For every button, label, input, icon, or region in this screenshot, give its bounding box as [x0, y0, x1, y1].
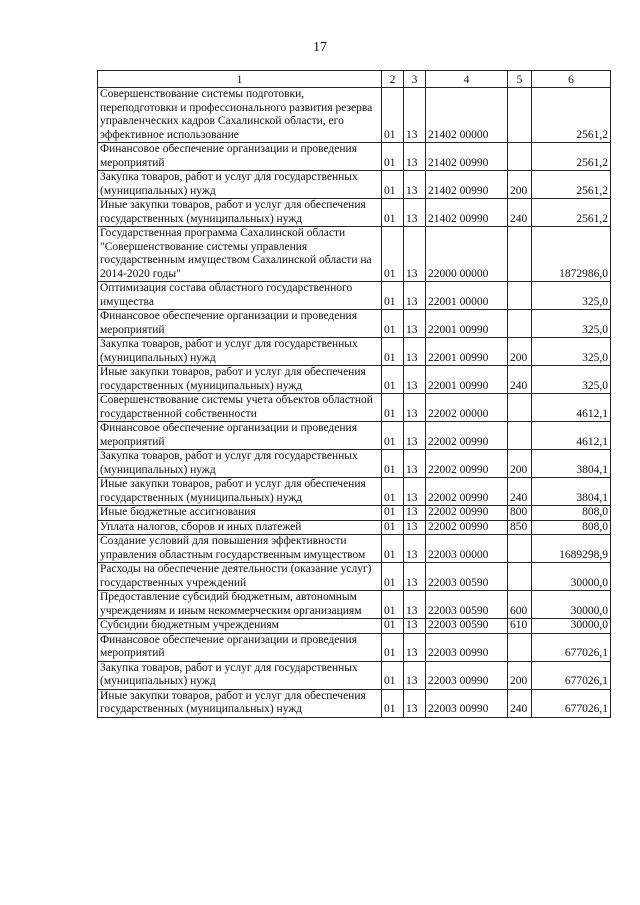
section-code-cell: 01: [382, 88, 404, 143]
section-code-cell: 01: [382, 366, 404, 394]
column-header-6: 6: [532, 71, 611, 88]
expense-type-cell: 200: [508, 450, 532, 478]
row-name-cell: Создание условий для повышения эффективности управления областным государственным имуществом: [98, 535, 382, 563]
table-row: [98, 366, 611, 394]
expense-type-cell: [508, 394, 532, 422]
subsection-code-cell: 13: [404, 310, 426, 338]
table-row: [98, 199, 611, 227]
expense-type-cell: 610: [508, 619, 532, 634]
section-code-cell: 01: [382, 506, 404, 521]
target-article-cell: 22001 00990: [426, 338, 508, 366]
expense-type-cell: 600: [508, 591, 532, 619]
expense-type-cell: 200: [508, 171, 532, 199]
subsection-code-cell: 13: [404, 171, 426, 199]
table-row: [98, 506, 611, 521]
section-code-cell: 01: [382, 591, 404, 619]
section-code-cell: 01: [382, 689, 404, 717]
amount-cell: 3804,1: [532, 450, 611, 478]
amount-cell: 2561,2: [532, 199, 611, 227]
table-row: [98, 450, 611, 478]
subsection-code-cell: 13: [404, 506, 426, 521]
subsection-code-cell: 13: [404, 563, 426, 591]
target-article-cell: 22003 00590: [426, 563, 508, 591]
row-name-cell: Финансовое обеспечение организации и проведения мероприятий: [98, 633, 382, 661]
expense-type-cell: [508, 310, 532, 338]
target-article-cell: 21402 00990: [426, 199, 508, 227]
expense-type-cell: 240: [508, 689, 532, 717]
expense-type-cell: [508, 143, 532, 171]
subsection-code-cell: 13: [404, 591, 426, 619]
target-article-cell: 22002 00990: [426, 506, 508, 521]
expense-type-cell: [508, 88, 532, 143]
expense-type-cell: 800: [508, 506, 532, 521]
table-row: [98, 478, 611, 506]
table-row: [98, 88, 611, 143]
amount-cell: 3804,1: [532, 478, 611, 506]
target-article-cell: 22001 00000: [426, 282, 508, 310]
amount-cell: 325,0: [532, 338, 611, 366]
expense-type-cell: 240: [508, 366, 532, 394]
row-name-cell: Закупка товаров, работ и услуг для государственных (муниципальных) нужд: [98, 338, 382, 366]
target-article-cell: 22002 00000: [426, 394, 508, 422]
target-article-cell: 22001 00990: [426, 310, 508, 338]
section-code-cell: 01: [382, 563, 404, 591]
row-name-cell: Субсидии бюджетным учреждениям: [98, 619, 382, 634]
row-name-cell: Иные закупки товаров, работ и услуг для обеспечения государственных (муниципальных) нужд: [98, 689, 382, 717]
table-row: [98, 171, 611, 199]
row-name-cell: Финансовое обеспечение организации и проведения мероприятий: [98, 422, 382, 450]
section-code-cell: 01: [382, 171, 404, 199]
row-name-cell: Расходы на обеспечение деятельности (оказание услуг) государственных учреждений: [98, 563, 382, 591]
amount-cell: 808,0: [532, 520, 611, 535]
column-header-2: 2: [382, 71, 404, 88]
target-article-cell: 21402 00990: [426, 171, 508, 199]
table-row: [98, 394, 611, 422]
row-name-cell: Финансовое обеспечение организации и проведения мероприятий: [98, 310, 382, 338]
table-row: [98, 338, 611, 366]
section-code-cell: 01: [382, 143, 404, 171]
section-code-cell: 01: [382, 633, 404, 661]
target-article-cell: 22003 00590: [426, 591, 508, 619]
expense-type-cell: [508, 535, 532, 563]
table-row: [98, 535, 611, 563]
section-code-cell: 01: [382, 450, 404, 478]
amount-cell: 677026,1: [532, 689, 611, 717]
section-code-cell: 01: [382, 520, 404, 535]
expense-type-cell: 850: [508, 520, 532, 535]
row-name-cell: Совершенствование системы подготовки, переподготовки и профессионального развития резерва управленческих кадров Сахалинской области, его эффективное использование: [98, 88, 382, 143]
expense-type-cell: [508, 227, 532, 282]
row-name-cell: Предоставление субсидий бюджетным, автономным учреждениям и иным некоммерческим организациям: [98, 591, 382, 619]
table-row: [98, 520, 611, 535]
amount-cell: 1872986,0: [532, 227, 611, 282]
expense-type-cell: [508, 563, 532, 591]
section-code-cell: 01: [382, 199, 404, 227]
amount-cell: 325,0: [532, 366, 611, 394]
row-name-cell: Иные закупки товаров, работ и услуг для обеспечения государственных (муниципальных) нужд: [98, 199, 382, 227]
header-row: [98, 71, 611, 88]
amount-cell: 30000,0: [532, 591, 611, 619]
subsection-code-cell: 13: [404, 282, 426, 310]
amount-cell: 808,0: [532, 506, 611, 521]
target-article-cell: 22003 00990: [426, 633, 508, 661]
table-row: [98, 661, 611, 689]
amount-cell: 325,0: [532, 282, 611, 310]
amount-cell: 4612,1: [532, 422, 611, 450]
subsection-code-cell: 13: [404, 88, 426, 143]
subsection-code-cell: 13: [404, 535, 426, 563]
table-row: [98, 227, 611, 282]
subsection-code-cell: 13: [404, 366, 426, 394]
amount-cell: 2561,2: [532, 88, 611, 143]
row-name-cell: Иные бюджетные ассигнования: [98, 506, 382, 521]
table-row: [98, 689, 611, 717]
row-name-cell: Закупка товаров, работ и услуг для государственных (муниципальных) нужд: [98, 661, 382, 689]
section-code-cell: 01: [382, 422, 404, 450]
table-row: [98, 633, 611, 661]
amount-cell: 677026,1: [532, 661, 611, 689]
expense-type-cell: 200: [508, 661, 532, 689]
subsection-code-cell: 13: [404, 338, 426, 366]
row-name-cell: Закупка товаров, работ и услуг для государственных (муниципальных) нужд: [98, 171, 382, 199]
row-name-cell: Иные закупки товаров, работ и услуг для обеспечения государственных (муниципальных) нужд: [98, 478, 382, 506]
target-article-cell: 22003 00990: [426, 689, 508, 717]
table-row: [98, 619, 611, 634]
section-code-cell: 01: [382, 227, 404, 282]
row-name-cell: Иные закупки товаров, работ и услуг для обеспечения государственных (муниципальных) нужд: [98, 366, 382, 394]
subsection-code-cell: 13: [404, 689, 426, 717]
row-name-cell: Государственная программа Сахалинской области "Совершенствование системы управления государственным имуществом Сахалинской области на 2014-2020 годы": [98, 227, 382, 282]
amount-cell: 4612,1: [532, 394, 611, 422]
subsection-code-cell: 13: [404, 619, 426, 634]
subsection-code-cell: 13: [404, 199, 426, 227]
budget-table: [97, 70, 611, 718]
section-code-cell: 01: [382, 478, 404, 506]
target-article-cell: 22002 00990: [426, 520, 508, 535]
section-code-cell: 01: [382, 535, 404, 563]
table-row: [98, 282, 611, 310]
target-article-cell: 22003 00000: [426, 535, 508, 563]
target-article-cell: 22003 00990: [426, 661, 508, 689]
column-header-1: 1: [98, 71, 382, 88]
expense-type-cell: 240: [508, 478, 532, 506]
table-row: [98, 310, 611, 338]
target-article-cell: 22001 00990: [426, 366, 508, 394]
column-header-4: 4: [426, 71, 508, 88]
row-name-cell: Совершенствование системы учета объектов областной государственной собственности: [98, 394, 382, 422]
expense-type-cell: [508, 422, 532, 450]
table-row: [98, 591, 611, 619]
amount-cell: 30000,0: [532, 563, 611, 591]
row-name-cell: Закупка товаров, работ и услуг для государственных (муниципальных) нужд: [98, 450, 382, 478]
subsection-code-cell: 13: [404, 143, 426, 171]
subsection-code-cell: 13: [404, 520, 426, 535]
amount-cell: 2561,2: [532, 143, 611, 171]
target-article-cell: 22000 00000: [426, 227, 508, 282]
amount-cell: 1689298,9: [532, 535, 611, 563]
section-code-cell: 01: [382, 282, 404, 310]
subsection-code-cell: 13: [404, 227, 426, 282]
amount-cell: 2561,2: [532, 171, 611, 199]
table-row: [98, 143, 611, 171]
target-article-cell: 22002 00990: [426, 450, 508, 478]
row-name-cell: Уплата налогов, сборов и иных платежей: [98, 520, 382, 535]
row-name-cell: Финансовое обеспечение организации и проведения мероприятий: [98, 143, 382, 171]
amount-cell: 30000,0: [532, 619, 611, 634]
subsection-code-cell: 13: [404, 633, 426, 661]
subsection-code-cell: 13: [404, 661, 426, 689]
column-header-3: 3: [404, 71, 426, 88]
target-article-cell: 21402 00990: [426, 143, 508, 171]
expense-type-cell: 240: [508, 199, 532, 227]
amount-cell: 325,0: [532, 310, 611, 338]
target-article-cell: 22002 00990: [426, 422, 508, 450]
target-article-cell: 22002 00990: [426, 478, 508, 506]
section-code-cell: 01: [382, 338, 404, 366]
amount-cell: 677026,1: [532, 633, 611, 661]
subsection-code-cell: 13: [404, 478, 426, 506]
column-header-5: 5: [508, 71, 532, 88]
expense-type-cell: [508, 633, 532, 661]
expense-type-cell: [508, 282, 532, 310]
section-code-cell: 01: [382, 619, 404, 634]
expense-type-cell: 200: [508, 338, 532, 366]
section-code-cell: 01: [382, 310, 404, 338]
row-name-cell: Оптимизация состава областного государственного имущества: [98, 282, 382, 310]
page-number: 17: [313, 40, 327, 55]
subsection-code-cell: 13: [404, 394, 426, 422]
section-code-cell: 01: [382, 394, 404, 422]
target-article-cell: 22003 00590: [426, 619, 508, 634]
table-row: [98, 422, 611, 450]
table-row: [98, 563, 611, 591]
target-article-cell: 21402 00000: [426, 88, 508, 143]
subsection-code-cell: 13: [404, 450, 426, 478]
section-code-cell: 01: [382, 661, 404, 689]
subsection-code-cell: 13: [404, 422, 426, 450]
